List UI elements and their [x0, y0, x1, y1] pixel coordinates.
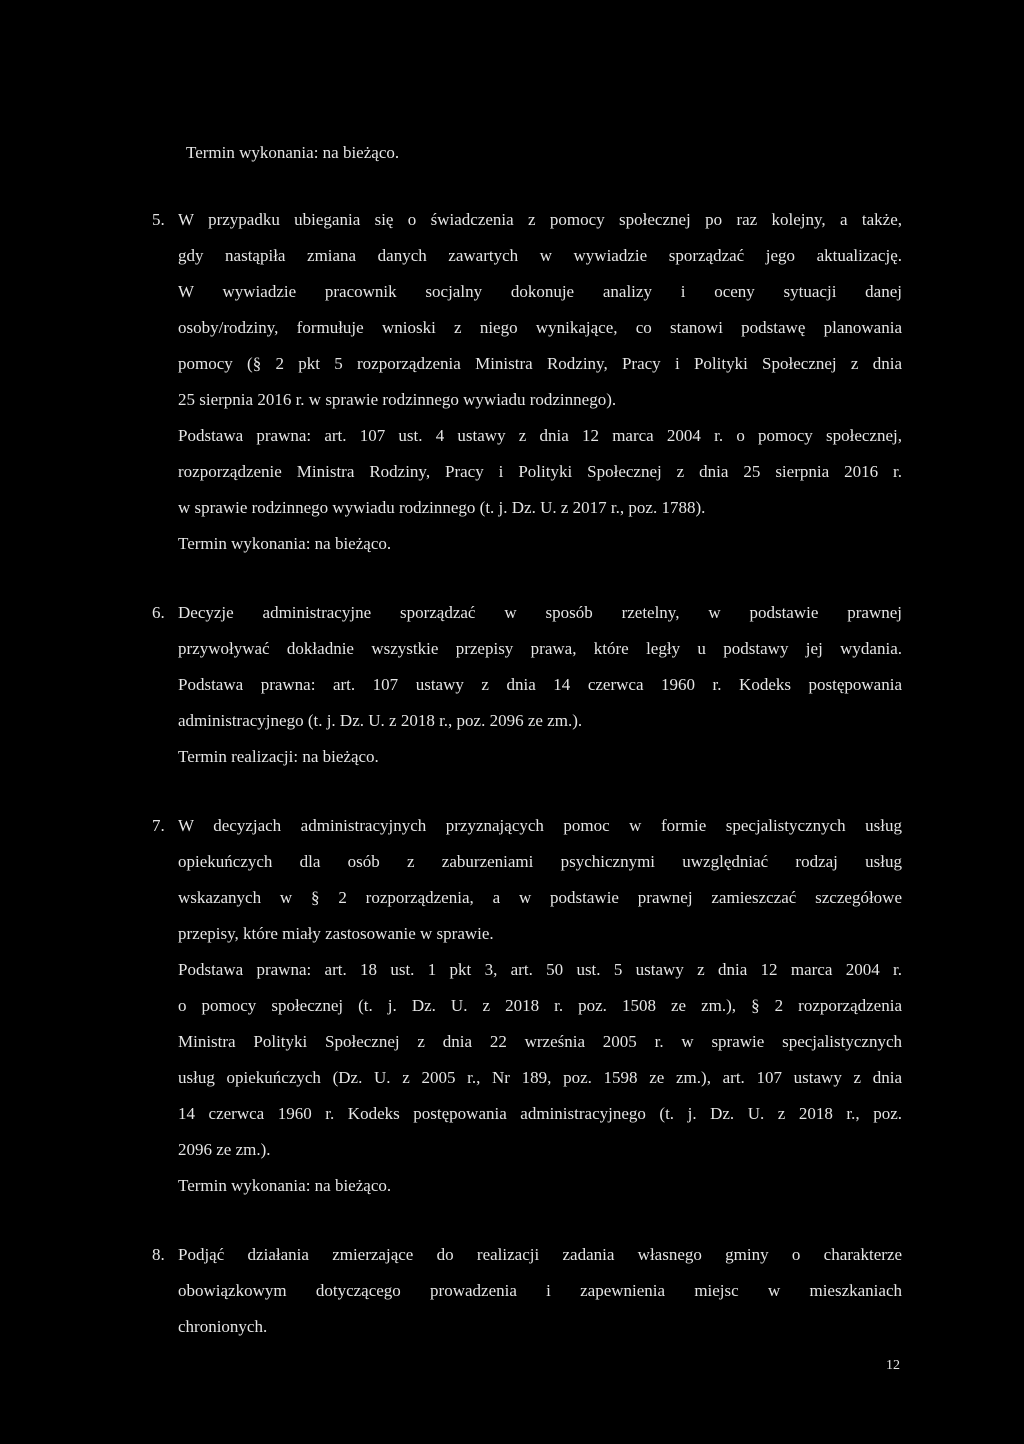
intro-deadline: Termin wykonania: na bieżąco.	[186, 143, 400, 162]
item-7-deadline: Termin wykonania: na bieżąco.	[178, 1176, 392, 1195]
item-7-line: wskazanych w § 2 rozporządzenia, a w podstawie prawnej zamieszczać szczegółowe	[178, 888, 902, 907]
page-number: 12	[886, 1358, 900, 1373]
item-6-legal-basis: administracyjnego (t. j. Dz. U. z 2018 r., poz. 2096 ze zm.).	[178, 711, 583, 730]
item-5-line: gdy nastąpiła zmiana danych zawartych w wywiadzie sporządzać jego aktualizację.	[178, 246, 902, 265]
item-6-line: przywoływać dokładnie wszystkie przepisy prawa, które legły u podstawy jej wydania.	[178, 639, 902, 658]
item-7-line: opiekuńczych dla osób z zaburzeniami psychicznymi uwzględniać rodzaj usług	[178, 852, 902, 871]
item-5-line: pomocy (§ 2 pkt 5 rozporządzenia Ministra Rodziny, Pracy i Polityki Społecznej z dnia	[178, 354, 902, 373]
item-5-legal-basis: rozporządzenie Ministra Rodziny, Pracy i Polityki Społecznej z dnia 25 sierpnia 2016 r.	[178, 462, 902, 481]
item-5-number: 5.	[152, 210, 165, 229]
item-5-line: 25 sierpnia 2016 r. w sprawie rodzinnego wywiadu rodzinnego).	[178, 390, 617, 409]
item-7-number: 7.	[152, 816, 165, 835]
item-7-legal-basis: o pomocy społecznej (t. j. Dz. U. z 2018 r. poz. 1508 ze zm.), § 2 rozporządzenia	[178, 996, 902, 1015]
item-6-legal-basis: Podstawa prawna: art. 107 ustawy z dnia 14 czerwca 1960 r. Kodeks postępowania	[178, 675, 902, 694]
item-8-number: 8.	[152, 1245, 165, 1264]
item-7-legal-basis: Podstawa prawna: art. 18 ust. 1 pkt 3, art. 50 ust. 5 ustawy z dnia 12 marca 2004 r.	[178, 960, 902, 979]
item-7-legal-basis: 2096 ze zm.).	[178, 1140, 271, 1159]
item-7-legal-basis: usług opiekuńczych (Dz. U. z 2005 r., Nr 189, poz. 1598 ze zm.), art. 107 ustawy z dnia	[178, 1068, 902, 1087]
item-5-deadline: Termin wykonania: na bieżąco.	[178, 534, 392, 553]
item-5-line: W wywiadzie pracownik socjalny dokonuje analizy i oceny sytuacji danej	[178, 282, 902, 301]
item-5-line: W przypadku ubiegania się o świadczenia z pomocy społecznej po raz kolejny, a także,	[178, 210, 902, 229]
item-6-deadline: Termin realizacji: na bieżąco.	[178, 747, 379, 766]
item-5-legal-basis: w sprawie rodzinnego wywiadu rodzinnego (t. j. Dz. U. z 2017 r., poz. 1788).	[178, 498, 706, 517]
item-7-legal-basis: 14 czerwca 1960 r. Kodeks postępowania administracyjnego (t. j. Dz. U. z 2018 r., poz.	[178, 1104, 902, 1123]
item-8-line: chronionych.	[178, 1317, 268, 1336]
item-7-legal-basis: Ministra Polityki Społecznej z dnia 22 września 2005 r. w sprawie specjalistycznych	[178, 1032, 902, 1051]
item-7-line: przepisy, które miały zastosowanie w sprawie.	[178, 924, 494, 943]
item-6-line: Decyzje administracyjne sporządzać w sposób rzetelny, w podstawie prawnej	[178, 603, 902, 622]
item-8-line: Podjąć działania zmierzające do realizacji zadania własnego gminy o charakterze	[178, 1245, 902, 1264]
item-8-line: obowiązkowym dotyczącego prowadzenia i zapewnienia miejsc w mieszkaniach	[178, 1281, 902, 1300]
item-7-line: W decyzjach administracyjnych przyznających pomoc w formie specjalistycznych usług	[178, 816, 902, 835]
item-5-legal-basis: Podstawa prawna: art. 107 ust. 4 ustawy z dnia 12 marca 2004 r. o pomocy społecznej,	[178, 426, 902, 445]
item-5-line: osoby/rodziny, formułuje wnioski z niego wynikające, co stanowi podstawę planowania	[178, 318, 902, 337]
item-6-number: 6.	[152, 603, 165, 622]
